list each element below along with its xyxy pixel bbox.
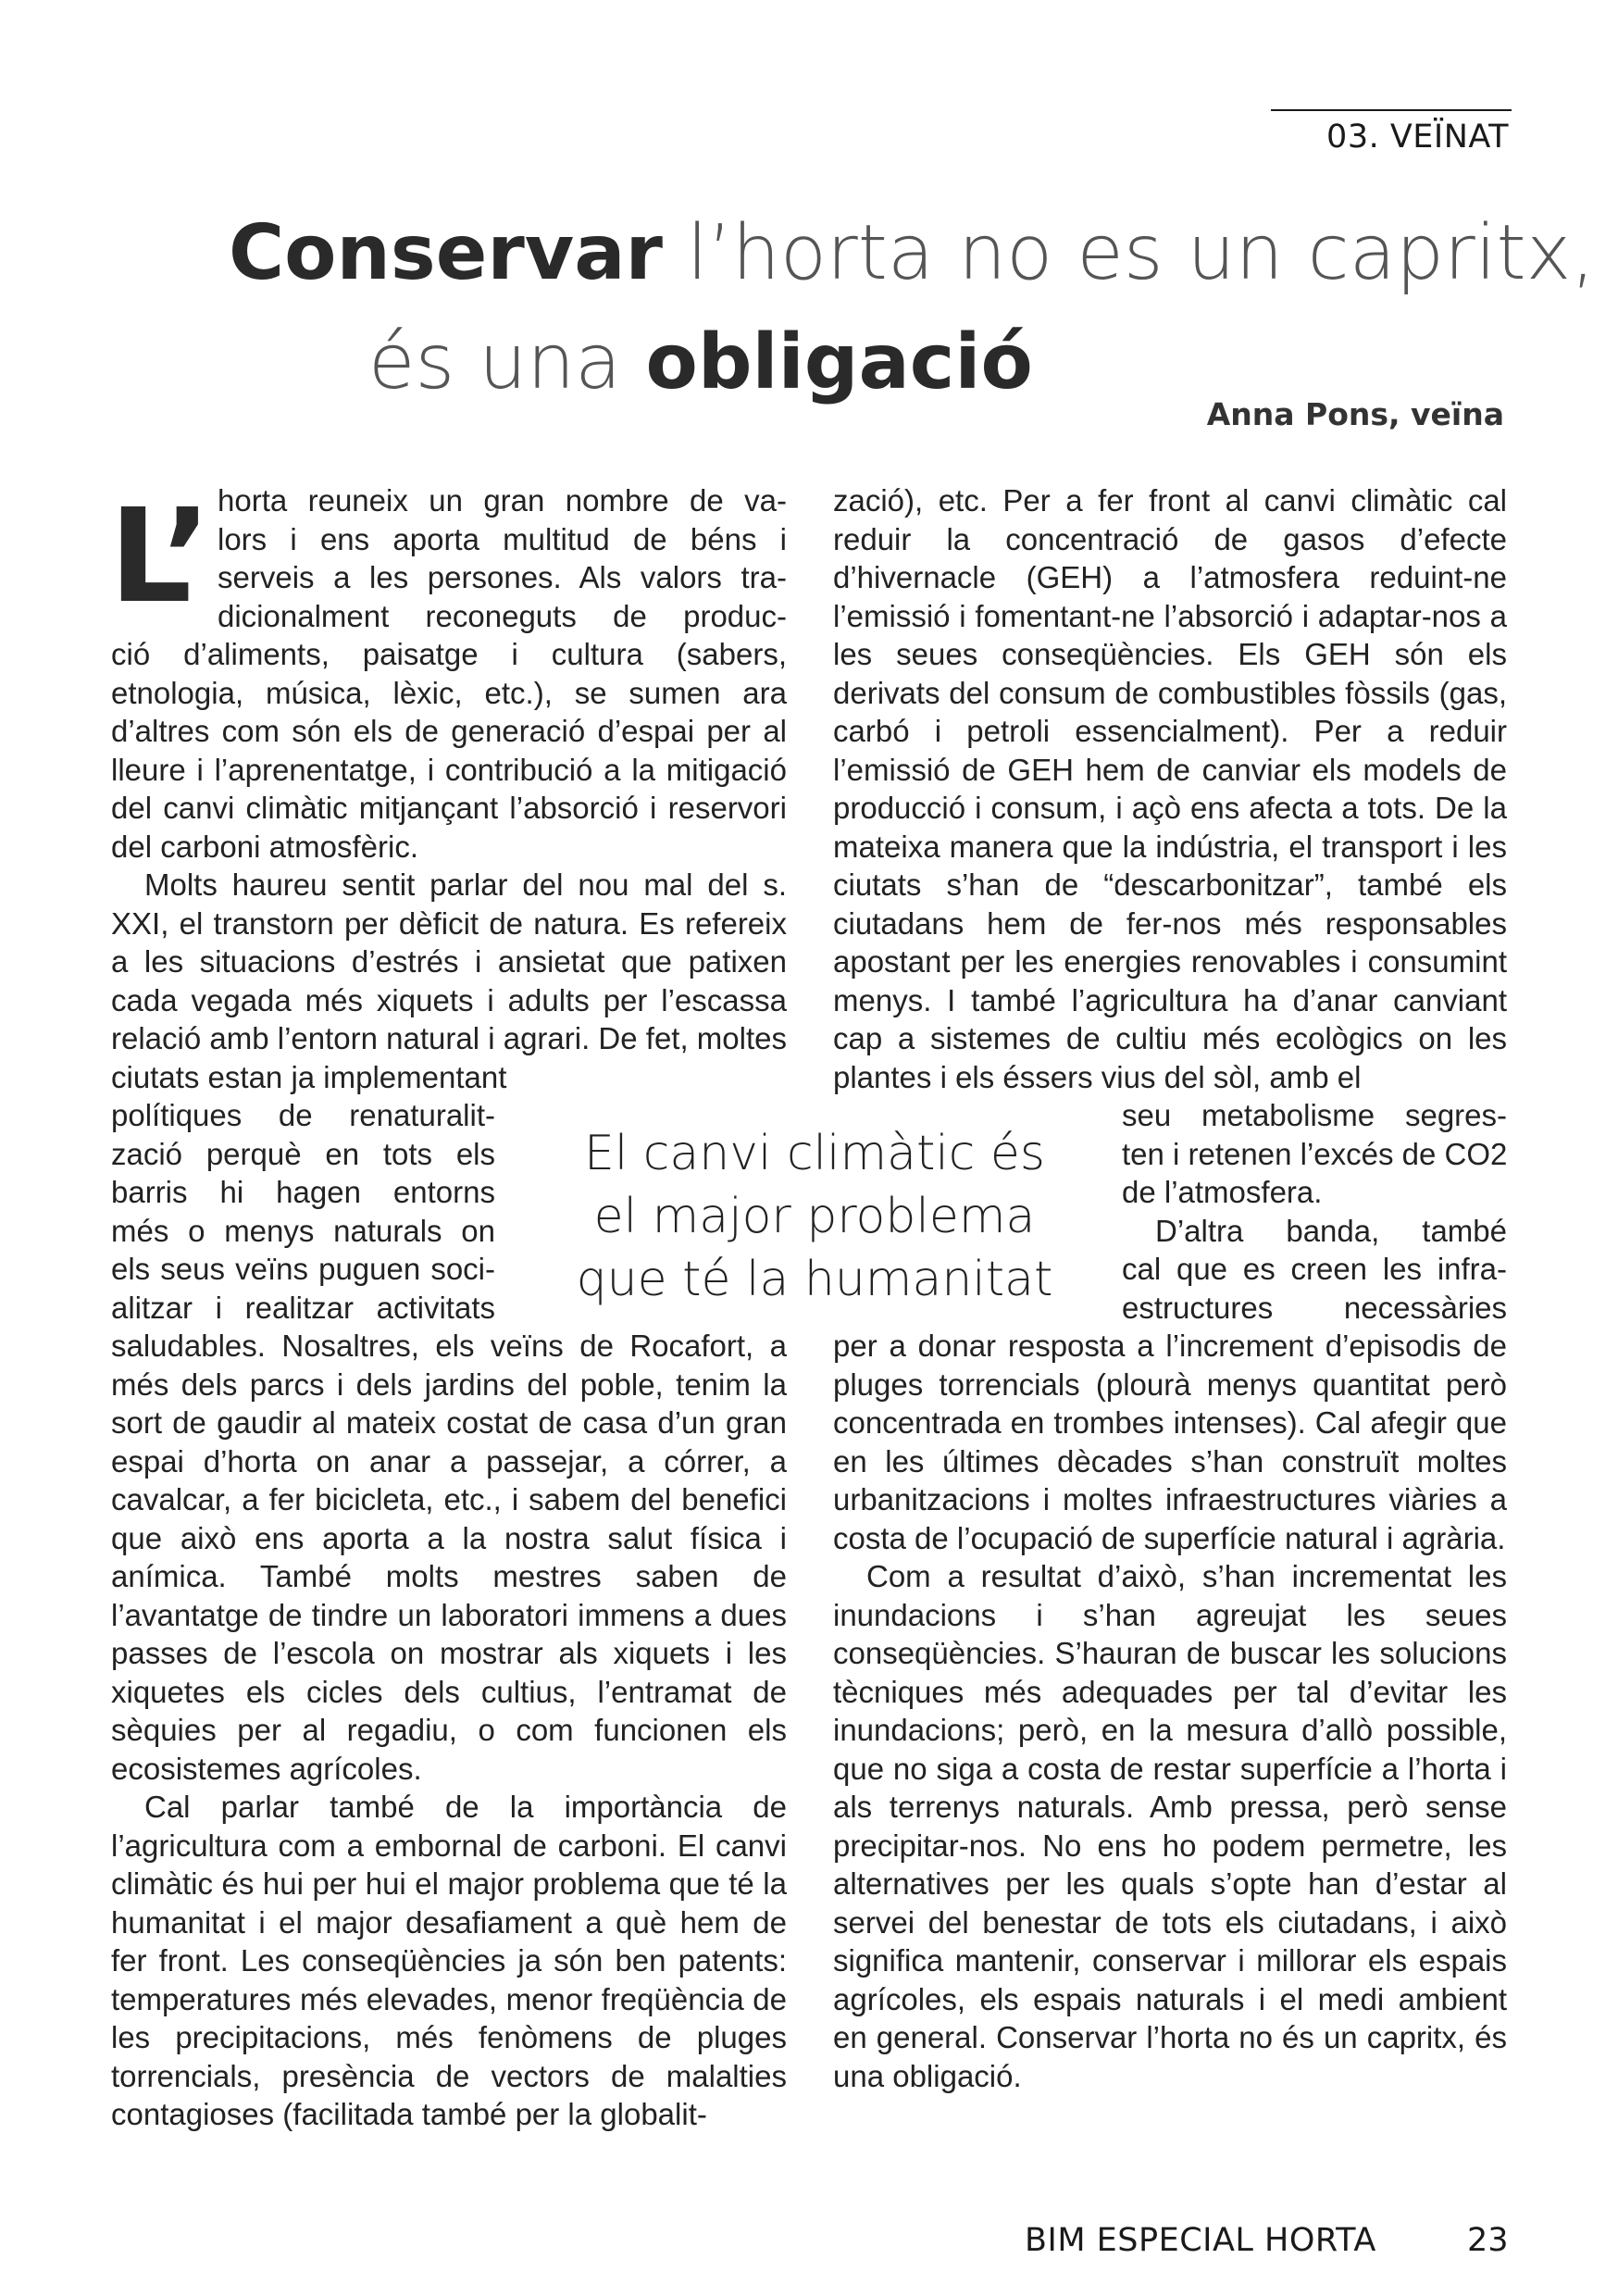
wrap-line: seu metabolisme segres-	[1122, 1098, 1507, 1132]
paragraph: saludables. Nosaltres, els veïns de Rocafort, a més dels parcs i dels jardins del poble, tenim la sort de gaudir al mateix costat de casa d’un gran espai d’horta on anar a passejar, a córrer, a cavalcar, a fer bicicleta, etc., i sabem del benefici que això ens aporta a la nostra salut física i anímica. També molts mestres saben de l’avantatge de tindre un laboratori immens a dues passes de l’escola on mostrar als xiquets i les xiquetes els cicles dels cultius, l’entramat de sèquies per al regadiu, o com funcionen els ecosistemes agrícoles.	[111, 1329, 787, 1786]
wrap-line: ten i retenen l’excés de CO2	[1122, 1136, 1508, 1171]
wrap-line: de l’atmosfera.	[1122, 1175, 1323, 1209]
wrap-line: polítiques de renaturalit-	[111, 1098, 495, 1132]
section-rule	[1271, 109, 1512, 111]
wrap-line: els seus veïns puguen soci-	[111, 1252, 495, 1286]
wrap-line: més o menys naturals on	[111, 1213, 495, 1248]
paragraph: Cal parlar també de la importància de l’agricultura com a embornal de carboni. El canvi climàtic és hui per hui el major problema que té la humanitat i el major desafiament a què hem de fer front. Les conseqüències ja són ben patents: temperatures més elevades, menor freqüència de les precipitacions, més fenòmens de pluges torrencials, presència de vectors de malalties contagioses (facilitada també per la globalit-	[111, 1790, 787, 2131]
wrap-line: D’altra banda, també	[1155, 1213, 1507, 1248]
drop-cap: L’	[109, 481, 212, 632]
intro-line: serveis a les persones. Als valors tra-	[218, 560, 787, 594]
footer-publication: BIM ESPECIAL HORTA	[1025, 2222, 1376, 2259]
paragraph: Com a resultat d’això, s’han incrementat les inundacions i s’han agreujat les seues conseqüències. S’hauran de buscar les solucions tècniques més adequades per tal d’evitar les inundacions; però, en la mesura d’allò possible, que no siga a costa de restar superfície a l’horta i als terrenys naturals. Amb pressa, però sense precipitar-nos. No ens ho podem permetre, les alternatives per les quals s’opte han d’estar al servei del benestar de tots els ciutadans, i això significa mantenir, conservar i millorar els espais agrícoles, els espais naturals i el medi ambient en general. Conservar l’horta no és un capritx, és una obligació.	[833, 1559, 1507, 2093]
article-title	[0, 199, 1618, 418]
intro-line: lors i ens aporta multitud de béns i	[218, 521, 787, 556]
pull-quote-line: el major problema	[593, 1189, 1036, 1244]
title-bold-2: obligació	[645, 318, 1033, 406]
byline: Anna Pons, veïna	[1206, 396, 1504, 432]
wrap-line: estructures necessàries	[1122, 1290, 1507, 1325]
intro-line: horta reuneix un gran nombre de va-	[218, 483, 787, 518]
paragraph: zació), etc. Per a fer front al canvi climàtic cal reduir la concentració de gasos d’efecte d’hivernacle (GEH) a l’atmosfera reduint-ne l’emissió i fomentant-ne l’absorció i adaptar-nos a les seues conseqüències. Els GEH són els derivats del consum de combustibles fòssils (gas, carbó i petroli essencialment). Per a reduir l’emissió de GEH hem de canviar els models de producció i consum, i açò ens afecta a tots. De la mateixa manera que la indústria, el transport i les ciutats s’han de “descarbonitzar”, també els ciutadans hem de fer-nos més responsables apostant per les energies renovables i consumint menys. I també l’agricultura ha d’anar canviant cap a sistemes de cultiu més ecològics on les plantes i els éssers vius del sòl, amb el	[833, 483, 1507, 1094]
paragraph: per a donar resposta a l’increment d’episodis de pluges torrencials (plourà menys quantitat però concentrada en trombes intenses). Cal afegir que en les últimes dècades s’han construït moltes urbanitzacions i moltes infraestructures viàries a costa de l’ocupació de superfície natural i agrària.	[833, 1329, 1507, 1555]
paragraph: ció d’aliments, paisatge i cultura (sabers, etnologia, música, lèxic, etc.), se sumen ara d’altres com són els de generació d’espai per al lleure i l’aprenentatge, i contribució a la mitigació del canvi climàtic mitjançant l’absorció i reservori del carboni atmosfèric.	[111, 637, 787, 864]
wrap-line: alitzar i realitzar activitats	[111, 1290, 495, 1325]
title-bold-1: Conservar	[229, 209, 663, 297]
wrap-line: barris hi hagen entorns	[111, 1175, 495, 1209]
wrap-line: zació perquè en tots els	[111, 1136, 495, 1171]
intro-line: dicionalment reconeguts de produc-	[218, 598, 787, 633]
pull-quote-line: El canvi climàtic és	[583, 1126, 1046, 1181]
title-light-1: l’horta no es un capritx,	[662, 209, 1596, 297]
title-light-2: és una	[368, 318, 646, 406]
wrap-line: cal que es creen les infra-	[1122, 1252, 1507, 1286]
section-label: 03. VEÏNAT	[1326, 119, 1509, 156]
page-number: 23	[1467, 2222, 1509, 2259]
paragraph: Molts haureu sentit parlar del nou mal del s. XXI, el transtorn per dèficit de natura. Es refereix a les situacions d’estrés i ansietat que patixen cada vegada més xiquets i adults per l’escassa relació amb l’entorn natural i agrari. De fet, moltes ciutats estan ja implementant	[111, 867, 787, 1094]
pull-quote-line: que té la humanitat	[576, 1252, 1053, 1307]
pull-quote	[541, 1122, 1088, 1311]
